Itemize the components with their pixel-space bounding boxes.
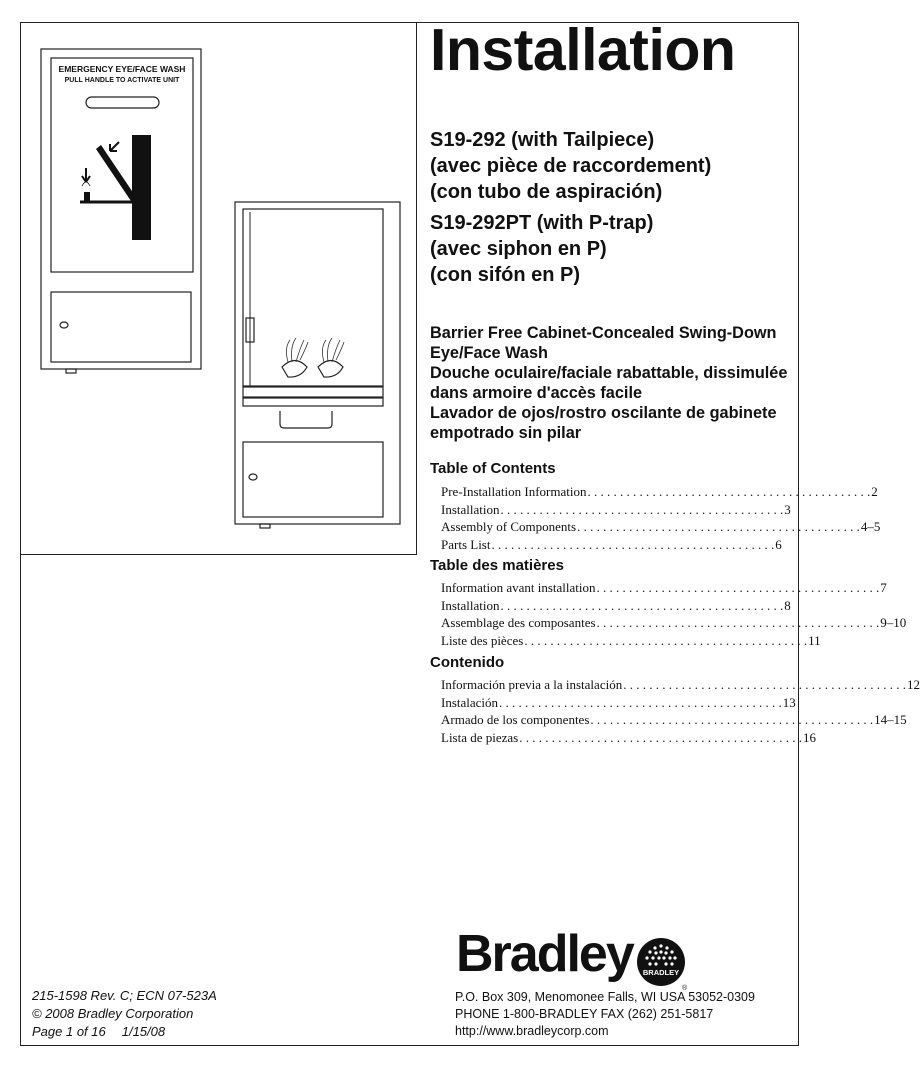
toc-heading-es: Contenido <box>430 654 505 671</box>
toc-label: Installation <box>441 501 500 517</box>
toc-entry[interactable]: Assemblage des composantes . . . . . . . . . . . . . . . . . . . . . . . . . . . . . . . . . . . . . . . . . . . . 9–10 <box>441 615 907 631</box>
toc-page: 4–5 <box>860 519 881 535</box>
description-en: Barrier Free Cabinet-Concealed Swing-Down Eye/Face Wash <box>430 324 777 362</box>
model-s19-292pt <box>430 210 792 288</box>
toc-label: Parts List <box>441 537 491 553</box>
toc-label: Assemblage des composantes <box>441 615 596 631</box>
eyewash-head-left-icon <box>282 361 307 378</box>
toc-page: 13 <box>782 694 796 710</box>
phone-fax: PHONE 1-800-BRADLEY FAX (262) 251-5817 <box>455 1007 714 1021</box>
registered-mark: ® <box>682 985 688 992</box>
model-s19-292 <box>430 127 792 205</box>
model-name-es: (con sifón en P) <box>430 264 580 286</box>
toc-entry[interactable]: Pre-Installation Information . . . . . . . . . . . . . . . . . . . . . . . . . . . . . . . . . . . . . . . . . . . . 2 <box>441 484 878 499</box>
toc-page: 12 <box>906 677 920 692</box>
contact-block <box>455 989 755 1040</box>
eyewash-head-right-icon <box>318 361 343 378</box>
lock-icon <box>249 474 257 480</box>
toc-label: Lista de piezas <box>441 730 519 746</box>
model-name-fr: (avec pièce de raccordement) <box>430 155 712 177</box>
pull-handle-icon <box>86 97 159 108</box>
toc-label: Information avant installation <box>441 580 596 595</box>
open-cabinet-outline <box>235 202 400 524</box>
toc-page: 11 <box>808 633 821 649</box>
toc-entry[interactable]: Lista de piezas . . . . . . . . . . . . . . . . . . . . . . . . . . . . . . . . . . . . . . . . . . . . 16 <box>441 730 816 746</box>
toc-label: Liste des pièces <box>441 633 524 649</box>
cabinet-illustration <box>20 22 417 555</box>
model-name: S19-292 (with Tailpiece) <box>430 129 655 151</box>
tray-lip <box>243 398 383 406</box>
open-cabinet-interior <box>243 209 383 386</box>
model-name-es: (con tubo de aspiración) <box>430 181 663 203</box>
sign-subtitle: PULL HANDLE TO ACTIVATE UNIT <box>64 77 180 84</box>
website-link[interactable]: http://www.bradleycorp.com <box>455 1024 609 1038</box>
copyright: © 2008 Bradley Corporation <box>32 1006 194 1021</box>
doc-date: 1/15/08 <box>121 1024 166 1039</box>
page-title: Installation <box>430 17 736 83</box>
model-name: S19-292PT (with P-trap) <box>430 212 654 234</box>
toc-heading-en: Table of Contents <box>430 460 556 477</box>
toc-entry[interactable]: Liste des pièces . . . . . . . . . . . . . . . . . . . . . . . . . . . . . . . . . . . . . . . . . . . . 11 <box>441 633 821 649</box>
bowl-handle <box>280 411 332 428</box>
badge-text: BRADLEY <box>642 968 680 977</box>
toc-entry[interactable]: Armado de los componentes . . . . . . . . . . . . . . . . . . . . . . . . . . . . . . . . . . . . . . . . . . . . 14–15 <box>441 712 907 728</box>
revision-number: 215-1598 Rev. C; ECN 07-523A <box>32 988 217 1003</box>
toc-page: 9–10 <box>880 615 907 631</box>
logo-wordmark: Bradley <box>456 925 633 983</box>
page-info <box>32 1023 217 1041</box>
description-es: Lavador de ojos/rostro oscilante de gabinete empotrado sin pilar <box>430 404 777 442</box>
toc-label: Información previa a la instalación <box>441 677 623 692</box>
illustration-panel <box>20 22 417 555</box>
toc-entry[interactable]: Installation . . . . . . . . . . . . . . . . . . . . . . . . . . . . . . . . . . . . . . . . . . . . 8 <box>441 597 791 613</box>
model-name-fr: (avec siphon en P) <box>430 238 607 260</box>
toc-page: 6 <box>775 537 782 553</box>
page-number: Page 1 of 16 <box>32 1024 106 1039</box>
toc-entry[interactable]: Parts List . . . . . . . . . . . . . . . . . . . . . . . . . . . . . . . . . . . . . . . . . . . . 6 <box>441 537 782 553</box>
toc-page: 3 <box>784 501 791 517</box>
toc-entry[interactable]: Information avant installation . . . . . . . . . . . . . . . . . . . . . . . . . . . . . . . . . . . . . . . . . . . . 7 <box>441 580 887 595</box>
bradley-logo <box>456 925 696 992</box>
water-spray-icon <box>286 338 344 362</box>
toc-label: Pre-Installation Information <box>441 484 587 499</box>
toc-entry[interactable]: Información previa a la instalación . . . . . . . . . . . . . . . . . . . . . . . . . . . . . . . . . . . . . . . . . . . . 12 <box>441 677 920 692</box>
document-info <box>32 987 217 1041</box>
toc-label: Assembly of Components <box>441 519 577 535</box>
address: P.O. Box 309, Menomonee Falls, WI USA 53052-0309 <box>455 990 755 1004</box>
lock-icon <box>60 322 68 328</box>
product-descriptions <box>430 323 795 443</box>
toc-label: Installation <box>441 597 500 613</box>
toc-page: 8 <box>784 597 791 613</box>
fold-down-tray <box>243 387 383 397</box>
toc-page: 16 <box>803 730 816 746</box>
sign-panel <box>51 58 193 272</box>
toc-list-en <box>441 483 881 554</box>
toc-heading-fr: Table des matières <box>430 557 564 574</box>
toc-label: Instalación <box>441 694 499 710</box>
description-fr: Douche oculaire/faciale rabattable, dissimulée dans armoire d'accès facile <box>430 364 788 402</box>
swing-down-pictogram <box>80 135 151 240</box>
sign-title: EMERGENCY EYE/FACE WASH <box>58 64 186 74</box>
toc-list-fr <box>441 579 907 650</box>
toc-entry[interactable]: Assembly of Components . . . . . . . . . . . . . . . . . . . . . . . . . . . . . . . . . . . . . . . . . . . . 4–5 <box>441 519 881 535</box>
toc-label: Armado de los componentes <box>441 712 590 728</box>
toc-list-es <box>441 676 920 747</box>
toc-entry[interactable]: Instalación . . . . . . . . . . . . . . . . . . . . . . . . . . . . . . . . . . . . . . . . . . . . 13 <box>441 694 796 710</box>
toc-entry[interactable]: Installation . . . . . . . . . . . . . . . . . . . . . . . . . . . . . . . . . . . . . . . . . . . . 3 <box>441 501 791 517</box>
toc-page: 2 <box>871 484 878 499</box>
toc-page: 7 <box>880 580 887 595</box>
open-lower-door <box>243 442 383 517</box>
bradley-badge-icon <box>635 936 691 992</box>
open-cabinet-foot <box>260 524 270 528</box>
lower-door <box>51 292 191 362</box>
toc-page: 14–15 <box>874 712 907 728</box>
